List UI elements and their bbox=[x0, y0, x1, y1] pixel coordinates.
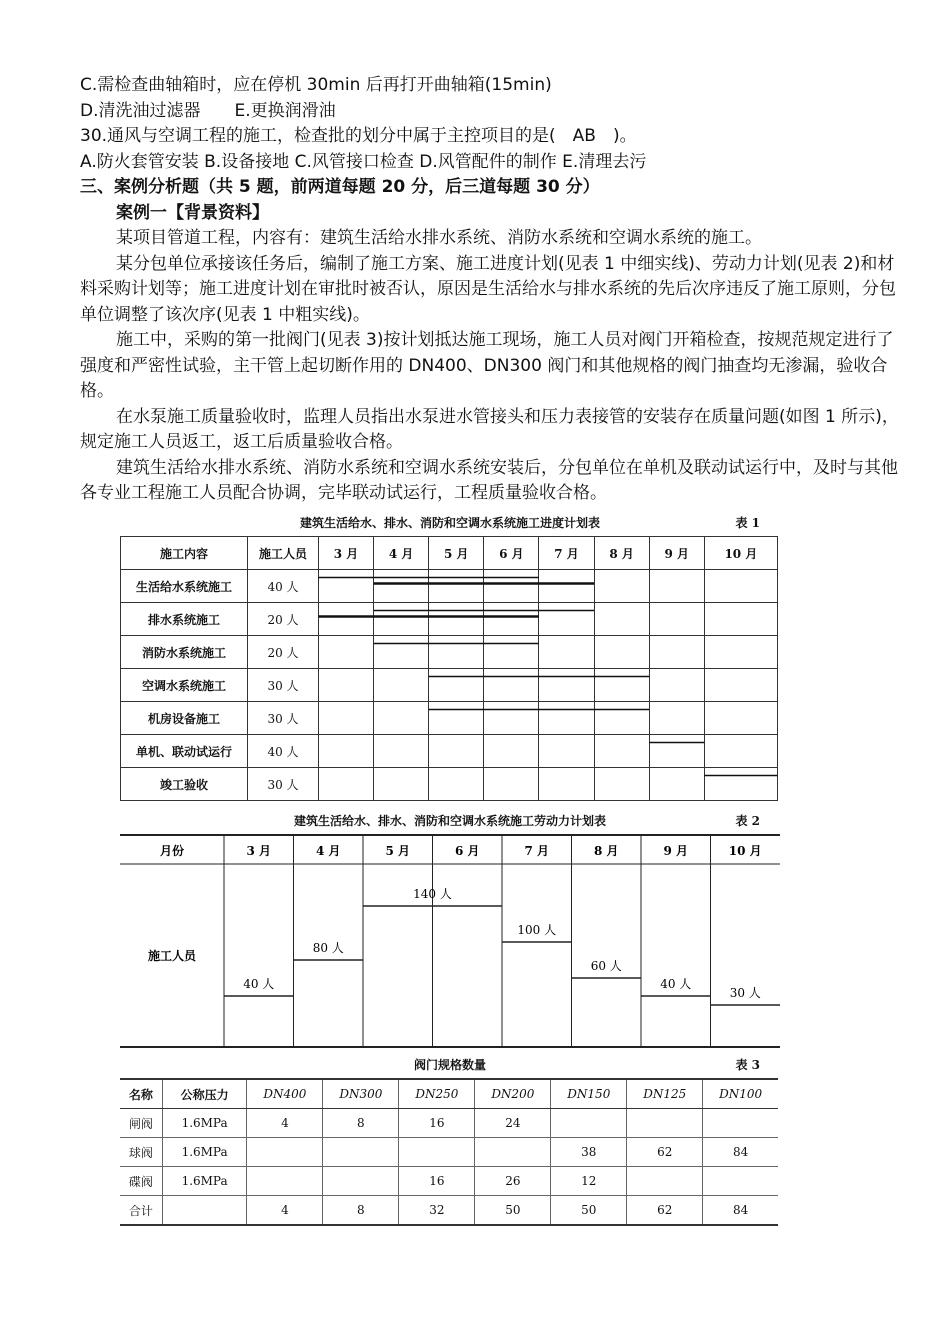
header-cell: DN300 bbox=[323, 1079, 399, 1109]
people-cell: 30 人 bbox=[248, 768, 319, 801]
table-cell: 4 bbox=[247, 1196, 323, 1226]
table1-number: 表 1 bbox=[735, 516, 760, 530]
table3-title: 阀门规格数量 bbox=[413, 1058, 486, 1072]
table-cell: 球阀 bbox=[120, 1138, 162, 1167]
month-header: 5 月 bbox=[385, 844, 411, 858]
month-header: 9 月 bbox=[663, 844, 689, 858]
header-cell: 9 月 bbox=[649, 537, 704, 570]
table-cell: 16 bbox=[399, 1167, 475, 1196]
task-cell: 竣工验收 bbox=[121, 768, 248, 801]
workers-row-label: 施工人员 bbox=[147, 949, 197, 963]
task-cell: 单机、联动试运行 bbox=[121, 735, 248, 768]
workers-value-label: 40 人 bbox=[243, 977, 275, 991]
table-cell: 24 bbox=[475, 1109, 551, 1138]
case-title: 案例一【背景资料】 bbox=[116, 202, 269, 223]
table-row bbox=[120, 1138, 778, 1167]
labor-chart bbox=[120, 834, 780, 1049]
table-cell bbox=[323, 1167, 399, 1196]
table-cell bbox=[627, 1167, 703, 1196]
task-cell: 消防水系统施工 bbox=[121, 636, 248, 669]
paragraph-2: 某分包单位承接该任务后，编制了施工方案、施工进度计划(见表 1 中细实线)、劳动力计划(见表 2)和材料采购计划等；施工进度计划在审批时被否认，原因是生活给水与排水系统的先后次序违反了施工原则，分包单位调整了该次序(见表 1 中粗实线)。 bbox=[80, 253, 896, 325]
question-30: 30.通风与空调工程的施工，检查批的划分中属于主控项目的是( AB )。 bbox=[80, 126, 637, 146]
table-cell: 62 bbox=[627, 1138, 703, 1167]
month-header: 10 月 bbox=[728, 844, 762, 858]
people-cell: 40 人 bbox=[248, 570, 319, 603]
table-header-row bbox=[120, 1079, 778, 1109]
task-cell: 排水系统施工 bbox=[121, 603, 248, 636]
table-cell: 38 bbox=[551, 1138, 627, 1167]
section-heading: 三、案例分析题（共 5 题，前两道每题 20 分，后三道每题 30 分） bbox=[80, 177, 600, 197]
table-row bbox=[120, 1196, 778, 1226]
workers-value-label: 60 人 bbox=[590, 959, 622, 973]
table-cell: 1.6MPa bbox=[162, 1109, 247, 1138]
table-cell: 12 bbox=[551, 1167, 627, 1196]
header-cell: 7 月 bbox=[539, 537, 594, 570]
workers-value-label: 80 人 bbox=[312, 941, 344, 955]
table-cell bbox=[475, 1138, 551, 1167]
workers-value-label: 30 人 bbox=[729, 986, 761, 1000]
table3-number: 表 3 bbox=[735, 1058, 760, 1072]
table-cell: 26 bbox=[475, 1167, 551, 1196]
table-cell bbox=[247, 1138, 323, 1167]
table-cell bbox=[399, 1138, 475, 1167]
table-row bbox=[120, 1167, 778, 1196]
table-cell: 84 bbox=[703, 1196, 778, 1226]
header-cell: DN125 bbox=[627, 1079, 703, 1109]
header-cell: DN150 bbox=[551, 1079, 627, 1109]
header-cell: 3 月 bbox=[319, 537, 374, 570]
paragraph-5: 建筑生活给水排水系统、消防水系统和空调水系统安装后，分包单位在单机及联动试运行中，及时与其他各专业工程施工人员配合协调，完毕联动试运行，工程质量验收合格。 bbox=[80, 457, 898, 503]
header-cell: DN200 bbox=[475, 1079, 551, 1109]
header-cell: 5 月 bbox=[429, 537, 484, 570]
option-line-c: C.需检查曲轴箱时，应在停机 30min 后再打开曲轴箱(15min) bbox=[80, 75, 552, 95]
table-cell: 碟阀 bbox=[120, 1167, 162, 1196]
table-cell: 闸阀 bbox=[120, 1109, 162, 1138]
header-cell: 4 月 bbox=[374, 537, 429, 570]
header-cell: 名称 bbox=[120, 1079, 162, 1109]
month-header: 8 月 bbox=[593, 844, 619, 858]
paragraph-3: 施工中，采购的第一批阀门(见表 3)按计划抵达施工现场，施工人员对阀门开箱检查，按规范规定进行了强度和严密性试验，主干管上起切断作用的 DN400、DN300 阀门和其他规格的阀门抽查均无渗漏，验收合格。 bbox=[80, 330, 894, 401]
table-cell: 84 bbox=[703, 1138, 778, 1167]
month-header: 4 月 bbox=[315, 844, 341, 858]
people-cell: 20 人 bbox=[248, 603, 319, 636]
paragraph-1: 某项目管道工程，内容有：建筑生活给水排水系统、消防水系统和空调水系统的施工。 bbox=[116, 228, 762, 248]
paragraph-4: 在水泵施工质量验收时，监理人员指出水泵进水管接头和压力表接管的安装存在质量问题(如图 1 所示)，规定施工人员返工，返工后质量验收合格。 bbox=[80, 406, 899, 452]
table-cell: 8 bbox=[323, 1109, 399, 1138]
table-cell bbox=[323, 1138, 399, 1167]
header-cell: 10 月 bbox=[704, 537, 777, 570]
table-row bbox=[120, 1109, 778, 1138]
table-cell: 62 bbox=[627, 1196, 703, 1226]
people-cell: 30 人 bbox=[248, 669, 319, 702]
header-cell: DN250 bbox=[399, 1079, 475, 1109]
table-cell bbox=[627, 1109, 703, 1138]
table-cell: 8 bbox=[323, 1196, 399, 1226]
option-line-de: D.清洗油过滤器 E.更换润滑油 bbox=[80, 100, 336, 121]
header-cell: 8 月 bbox=[594, 537, 649, 570]
table-cell: 32 bbox=[399, 1196, 475, 1226]
table-cell: 50 bbox=[475, 1196, 551, 1226]
table-cell: 16 bbox=[399, 1109, 475, 1138]
valve-table bbox=[120, 1078, 778, 1226]
table-cell: 50 bbox=[551, 1196, 627, 1226]
table2-title: 建筑生活给水、排水、消防和空调水系统施工劳动力计划表 bbox=[293, 814, 606, 828]
table-cell bbox=[703, 1109, 778, 1138]
workers-value-label: 140 人 bbox=[413, 887, 452, 901]
task-cell: 机房设备施工 bbox=[121, 702, 248, 735]
table1-title: 建筑生活给水、排水、消防和空调水系统施工进度计划表 bbox=[299, 516, 600, 530]
month-header: 7 月 bbox=[524, 844, 550, 858]
workers-value-label: 40 人 bbox=[660, 977, 692, 991]
table-cell: 4 bbox=[247, 1109, 323, 1138]
people-cell: 40 人 bbox=[248, 735, 319, 768]
table-cell bbox=[247, 1167, 323, 1196]
people-cell: 30 人 bbox=[248, 702, 319, 735]
table-cell: 合计 bbox=[120, 1196, 162, 1226]
header-cell: DN400 bbox=[247, 1079, 323, 1109]
header-cell: 施工人员 bbox=[248, 537, 319, 570]
table2-number: 表 2 bbox=[735, 814, 760, 828]
month-header: 3 月 bbox=[246, 844, 272, 858]
task-cell: 生活给水系统施工 bbox=[121, 570, 248, 603]
people-cell: 20 人 bbox=[248, 636, 319, 669]
month-header-label: 月份 bbox=[159, 844, 185, 858]
table-cell bbox=[162, 1196, 247, 1226]
table-cell: 1.6MPa bbox=[162, 1167, 247, 1196]
month-header: 6 月 bbox=[454, 844, 480, 858]
header-cell: 公称压力 bbox=[162, 1079, 247, 1109]
question-30-options: A.防火套管安装 B.设备接地 C.风管接口检查 D.风管配件的制作 E.清理去污 bbox=[80, 151, 647, 172]
table-cell bbox=[551, 1109, 627, 1138]
task-cell: 空调水系统施工 bbox=[121, 669, 248, 702]
header-cell: 6 月 bbox=[484, 537, 539, 570]
table-cell bbox=[703, 1167, 778, 1196]
workers-value-label: 100 人 bbox=[517, 923, 557, 937]
header-cell: DN100 bbox=[703, 1079, 778, 1109]
header-cell: 施工内容 bbox=[121, 537, 248, 570]
table-cell: 1.6MPa bbox=[162, 1138, 247, 1167]
